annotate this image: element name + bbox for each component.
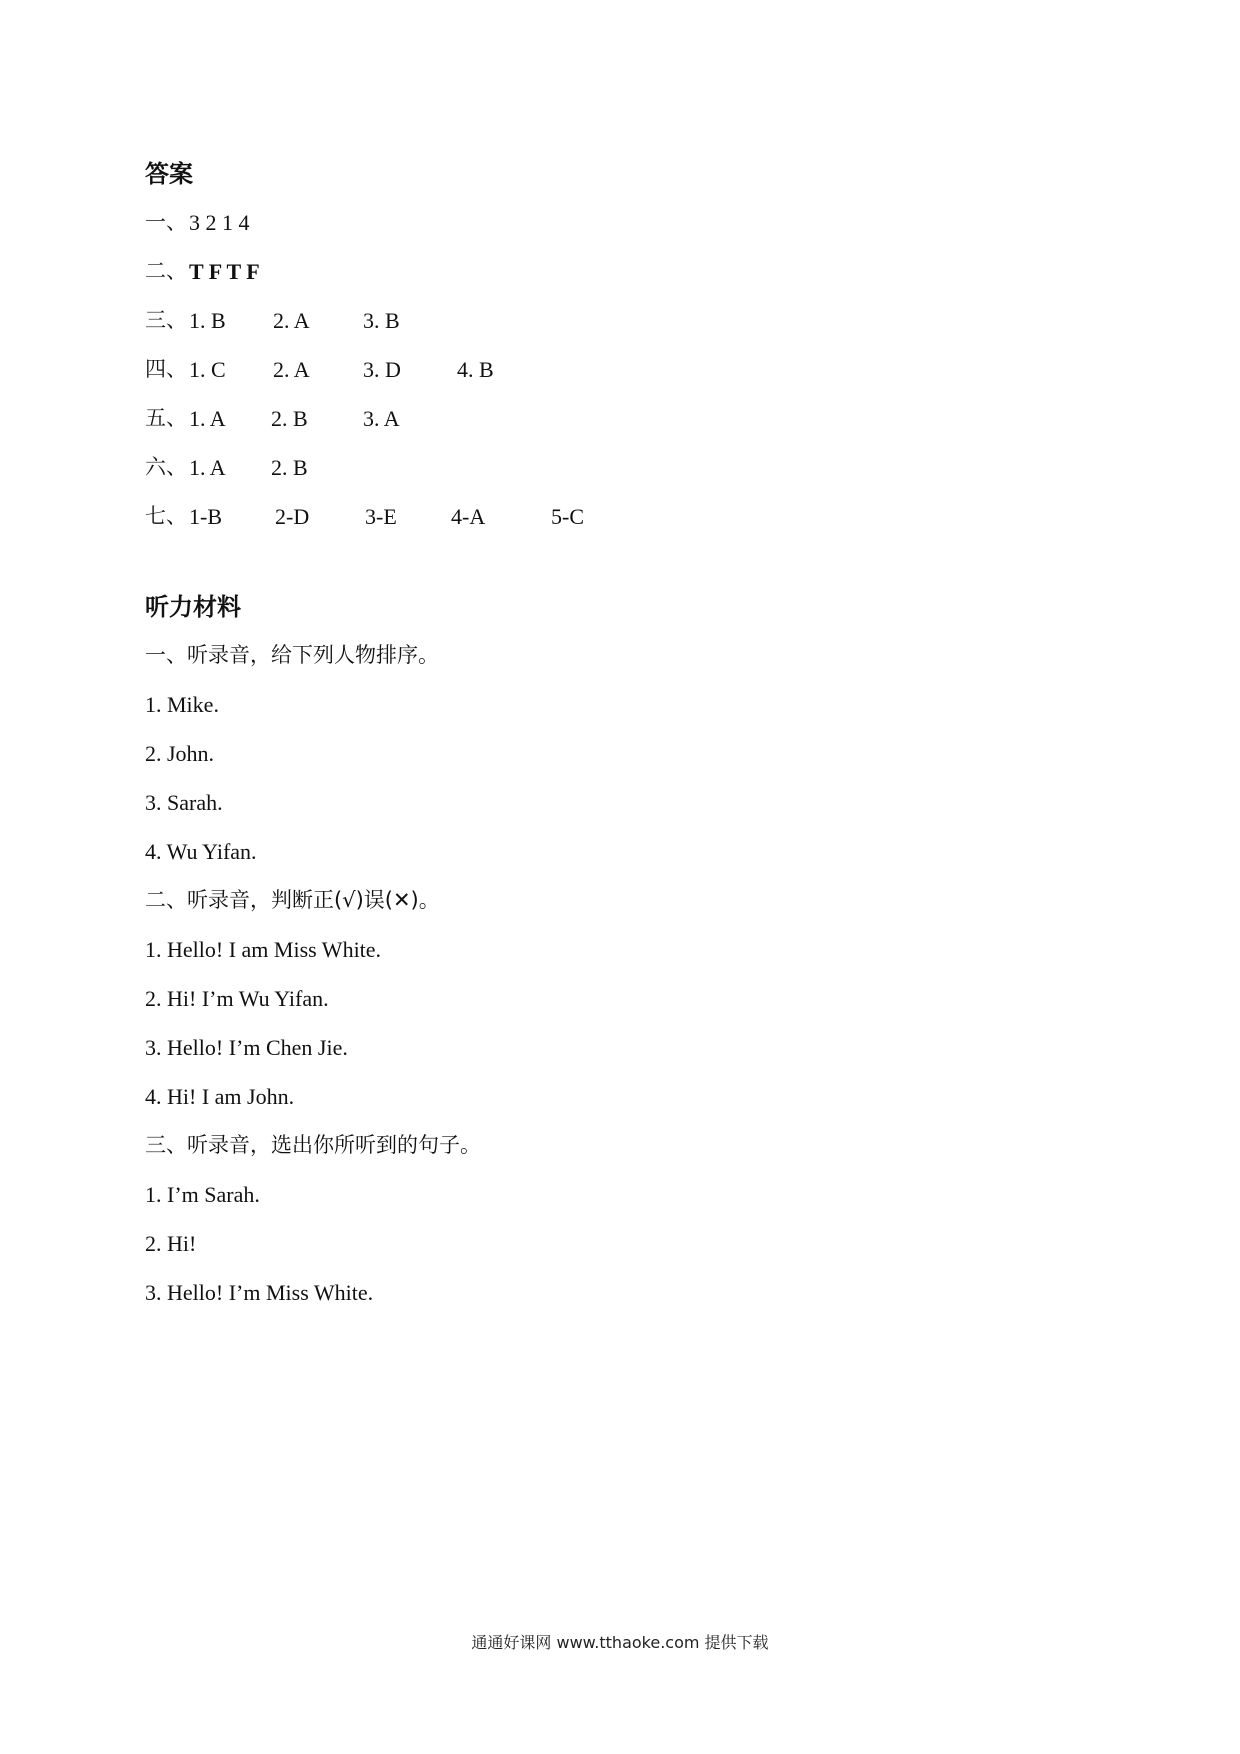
answer-row-4 bbox=[145, 345, 1095, 394]
listening-section-title: 三、听录音，选出你所听到的句子。 bbox=[145, 1133, 481, 1157]
listening-heading: 听力材料 bbox=[145, 593, 241, 621]
answer-item: 1. A bbox=[189, 406, 226, 431]
page-footer: 通通好课网 www.tthaoke.com 提供下载 bbox=[471, 1633, 769, 1652]
section-gap bbox=[145, 541, 1095, 583]
answer-item: 4-A bbox=[451, 504, 486, 529]
answer-row-number: 五、 bbox=[145, 406, 187, 430]
answer-row-number: 七、 bbox=[145, 504, 187, 528]
answer-item: 3. D bbox=[363, 357, 401, 382]
listening-section-title: 一、听录音，给下列人物排序。 bbox=[145, 643, 439, 667]
answer-row-number: 三、 bbox=[145, 308, 187, 332]
answer-item: 3. A bbox=[363, 406, 400, 431]
answer-item: 2-D bbox=[275, 504, 310, 529]
answer-item: T F T F bbox=[189, 259, 260, 284]
listening-line: 3. Hello! I’m Miss White. bbox=[145, 1280, 374, 1305]
answer-row-1 bbox=[145, 198, 1095, 247]
listening-line: 3. Hello! I’m Chen Jie. bbox=[145, 1035, 348, 1060]
answer-item: 3-E bbox=[365, 504, 397, 529]
listening-line: 1. I’m Sarah. bbox=[145, 1182, 260, 1207]
document-content bbox=[145, 150, 1095, 1317]
answer-item: 2. B bbox=[271, 455, 308, 480]
listening-line: 3. Sarah. bbox=[145, 790, 223, 815]
answer-item: 5-C bbox=[551, 504, 584, 529]
listening-line: 2. Hi! I’m Wu Yifan. bbox=[145, 986, 329, 1011]
listening-section-title: 二、听录音，判断正(√)误(✕)。 bbox=[145, 888, 440, 912]
answer-item: 1-B bbox=[189, 504, 222, 529]
answer-item: 1. C bbox=[189, 357, 226, 382]
answer-row-5 bbox=[145, 394, 1095, 443]
listening-line: 4. Wu Yifan. bbox=[145, 839, 257, 864]
answer-row-number: 一、 bbox=[145, 210, 187, 234]
answer-item: 1. B bbox=[189, 308, 226, 333]
answer-item: 3 2 1 4 bbox=[189, 210, 250, 235]
answer-item: 2. A bbox=[273, 308, 310, 333]
answer-row-6 bbox=[145, 443, 1095, 492]
answer-item: 2. B bbox=[271, 406, 308, 431]
answer-item: 4. B bbox=[457, 357, 494, 382]
answer-item: 3. B bbox=[363, 308, 400, 333]
answer-item: 1. A bbox=[189, 455, 226, 480]
answer-row-number: 二、 bbox=[145, 259, 187, 283]
listening-line: 2. Hi! bbox=[145, 1231, 197, 1256]
answer-row-7 bbox=[145, 492, 1095, 541]
listening-line: 1. Mike. bbox=[145, 692, 219, 717]
listening-line: 1. Hello! I am Miss White. bbox=[145, 937, 382, 962]
answer-row-number: 六、 bbox=[145, 455, 187, 479]
listening-line: 2. John. bbox=[145, 741, 215, 766]
answer-row-3 bbox=[145, 296, 1095, 345]
answer-row-2 bbox=[145, 247, 1095, 296]
listening-line: 4. Hi! I am John. bbox=[145, 1084, 295, 1109]
answer-item: 2. A bbox=[273, 357, 310, 382]
answer-row-number: 四、 bbox=[145, 357, 187, 381]
answers-heading: 答案 bbox=[145, 160, 193, 188]
